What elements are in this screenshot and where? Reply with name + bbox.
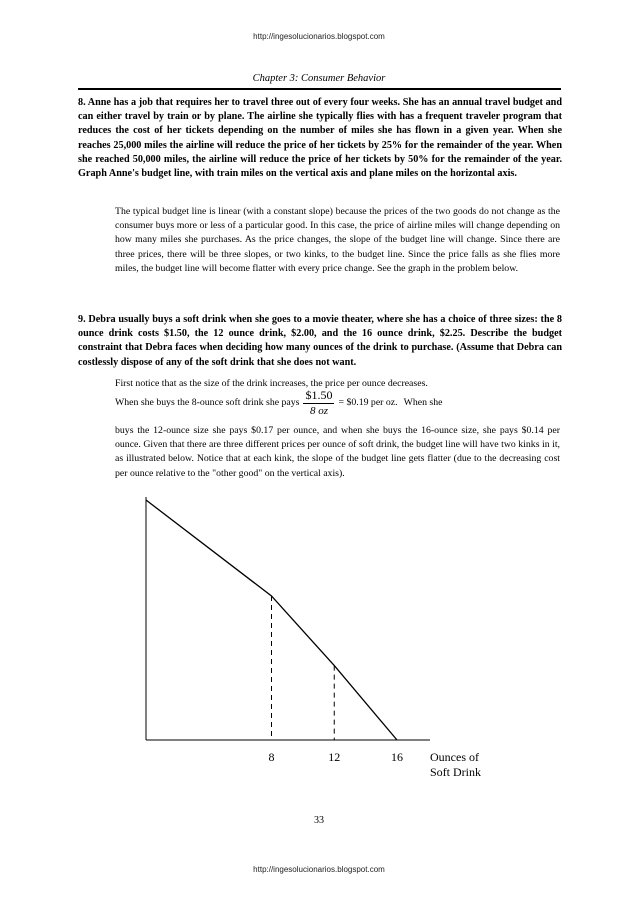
answer-9-body: buys the 12-ounce size she pays $0.17 per ounce, and when she buys the 16-ounce size, she pays $0.14 per ounce. Given that there are three different prices per ounce of soft drink, the budget line will have two kinks in it, as illustrated below. Notice that at each kink, the slope of the budget line gets flatter (due to the decreasing cost per ounce relative to the "other good" on the vertical axis).: [115, 425, 560, 479]
fraction-denominator: 8 oz: [309, 404, 328, 417]
x-tick-label-16: 16: [391, 750, 403, 764]
answer-8: The typical budget line is linear (with a constant slope) because the prices of the two goods do not change as the consumer buys more or less of a particular good. In this case, the price of airline miles will change depending on how many miles she purchases. As the price changes, the slope of the budget line will change. Since there are three prices, there will be three slopes, or two kinks, to the budget line. Since the price falls as she flies more miles, the budget line will become flatter with every price change. See the graph in the problem below.: [115, 206, 560, 274]
fraction-numerator: $1.50: [305, 388, 333, 403]
formula-suffix: When she: [403, 396, 443, 408]
formula-result: = $0.19 per oz.: [338, 396, 398, 408]
page-number: 33: [314, 815, 324, 826]
x-tick-label-8: 8: [268, 750, 275, 764]
answer-9-intro: First notice that as the size of the drink increases, the price per ounce decreases.: [115, 378, 428, 389]
chapter-heading: Chapter 3: Consumer Behavior: [252, 73, 386, 84]
question-8: 8. Anne has a job that requires her to travel three out of every four weeks. She has an annual travel budget and can either travel by train or by plane. The airline she typically flies with has a frequent traveler program that reduces the cost of her tickets depending on the number of miles she has flown in a given year. When she reaches 25,000 miles the airline will reduce the price of her tickets by 25% for the remainder of the year. When she reached 50,000 miles, the airline will reduce the price of her tickets by 50% for the remainder of the year. Graph Anne's budget line, with train miles on the vertical axis and plane miles on the horizontal axis.: [78, 97, 562, 180]
x-axis-label-line2: Soft Drink: [430, 765, 481, 779]
x-tick-label-12: 12: [328, 750, 341, 764]
formula-prefix: When she buys the 8-ounce soft drink she pays: [115, 396, 300, 408]
question-9: 9. Debra usually buys a soft drink when she goes to a movie theater, where she has a choice of three sizes: the 8 ounce drink costs $1.50, the 12 ounce drink, $2.00, and the 16 ounce drink, $2.25. Describe the budget constraint that Debra faces when deciding how many ounces of the drink to purchase. (Assume that Debra can costlessly dispose of any of the soft drink that she does not want.: [78, 314, 562, 368]
footer-url[interactable]: http://ingesolucionarios.blogspot.com: [253, 865, 385, 874]
x-axis-label-line1: Ounces of: [430, 750, 479, 764]
header-url[interactable]: http://ingesolucionarios.blogspot.com: [253, 32, 385, 41]
